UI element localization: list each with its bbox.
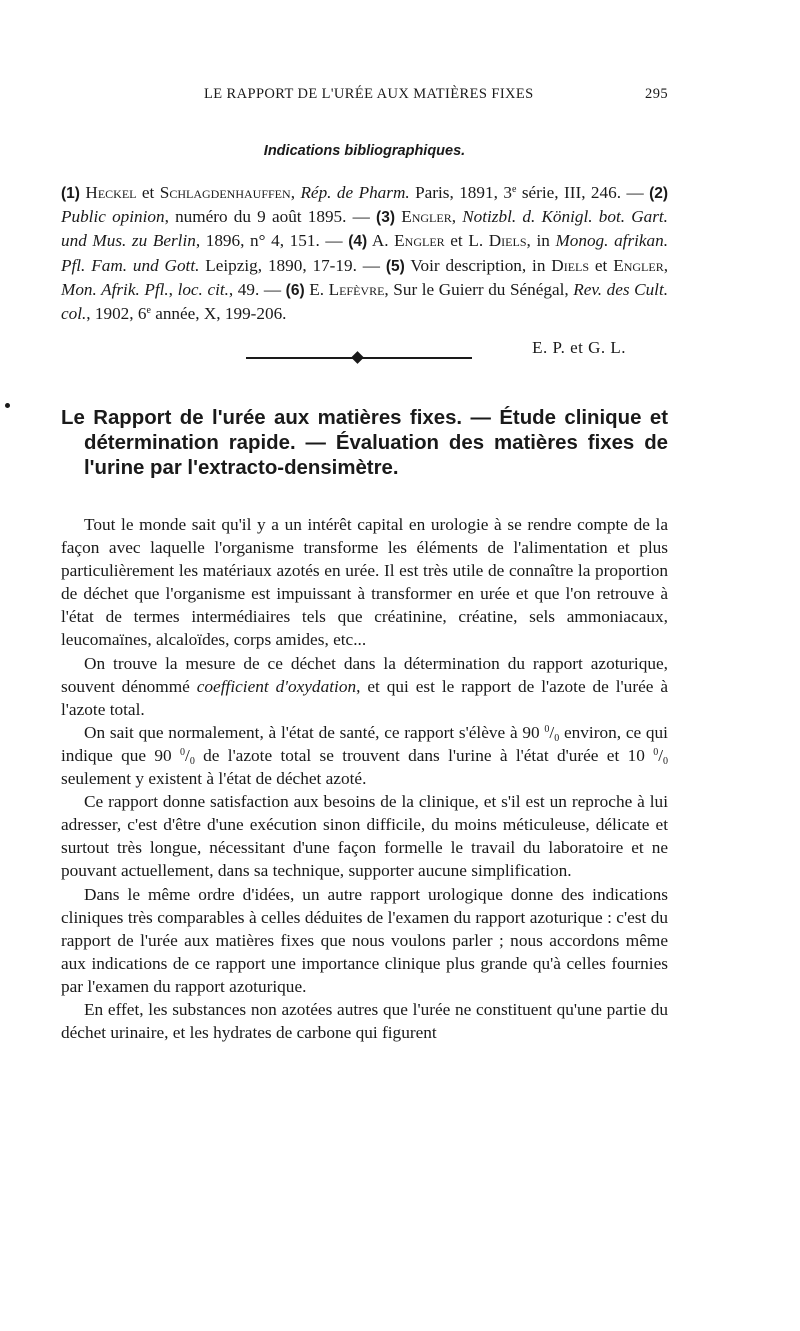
section-divider [246, 349, 472, 369]
article-title-line-1: Le Rapport de l'urée aux matières fixes. — Étude clinique et [61, 407, 668, 429]
paragraph: Dans le même ordre d'idées, un autre rapport urologique donne des indications cliniques très comparables à celles déduites de l'examen du rapport azoturique : c'est du rapport de l'urée aux matières fixes que nous voulons parler ; nous accordons même aux indications de ce rapport une importance clinique plus grande qu'à celles fournies par l'examen du rapport azoturique. [61, 884, 668, 996]
article-title-line-2: détermination rapide. — Évaluation des matières fixes de [84, 432, 668, 454]
divider-diamond-icon [351, 351, 364, 364]
article-title [61, 406, 668, 481]
paragraph: En effet, les substances non azotées autres que l'urée ne constituent qu'une partie du déchet urinaire, et les hydrates de carbone qui figurent [61, 999, 668, 1043]
paragraph: On sait que normalement, à l'état de santé, ce rapport s'élève à 90 $^0/_0$ environ, ce qui indique que 90 $^0/_0$ de l'azote total se trouvent dans l'urine à l'état d'urée et 10 $^0/_0$ seulement y existent à l'état de déchet azoté. [61, 722, 668, 789]
article-title-line-3: l'urine par l'extracto-densimètre. [84, 457, 399, 479]
running-head [61, 86, 668, 106]
margin-dot [5, 403, 10, 408]
article-body [61, 513, 668, 1044]
paragraph: On trouve la mesure de ce déchet dans la détermination du rapport azoturique, souvent dénommé coefficient d'oxydation, et qui est le rapport de l'azote de l'urée à l'azote total. [61, 653, 668, 719]
signature: E. P. et G. L. [532, 338, 626, 357]
page-number: 295 [645, 86, 668, 102]
bibliography-heading: Indications bibliographiques. [263, 143, 466, 159]
bibliography-block [61, 181, 668, 325]
paragraph: Ce rapport donne satisfaction aux besoins de la clinique, et s'il est un reproche à lui adresser, c'est d'être d'une exécution sinon difficile, du moins méticuleuse, délicate et surtout très longue, nécessitant d'une façon formelle le travail du laboratoire et ne pouvant actuellement, dans sa technique, supporter aucune simplification. [61, 792, 668, 881]
paragraph: Tout le monde sait qu'il y a un intérêt capital en urologie à se rendre compte de la façon avec laquelle l'organisme transforme les éléments de l'alimentation et plus particulièrement les matériaux azotés en urée. Il est très utile de connaître la proportion de déchet que l'organisme est impuissant à transformer en urée et que l'on retrouve à l'état de termes intermédiaires tels que créatinine, créatine, sels ammoniacaux, leucomaïnes, alcaloïdes, corps amides, etc... [61, 515, 668, 650]
bibliography-text: (1) Heckel et Schlagdenhauffen, Rép. de Pharm. Paris, 1891, 3e série, III, 246. — (2) Public opinion, numéro du 9 août 1895. — (3) Engler, Notizbl. d. Königl. bot. Gart. und Mus. zu Berlin, 1896, n° 4, 151. — (4) A. Engler et L. Diels, in Monog. afrikan. Pfl. Fam. und Gott. Leipzig, 1890, 17-19. — (5) Voir description, in Diels et Engler, Mon. Afrik. Pfl., loc. cit., 49. — (6) E. Lefèvre, Sur le Guierr du Sénégal, Rev. des Cult. col., 1902, 6e année, X, 199-206. [61, 183, 669, 324]
running-head-title: LE RAPPORT DE L'URÉE AUX MATIÈRES FIXES [204, 86, 534, 102]
